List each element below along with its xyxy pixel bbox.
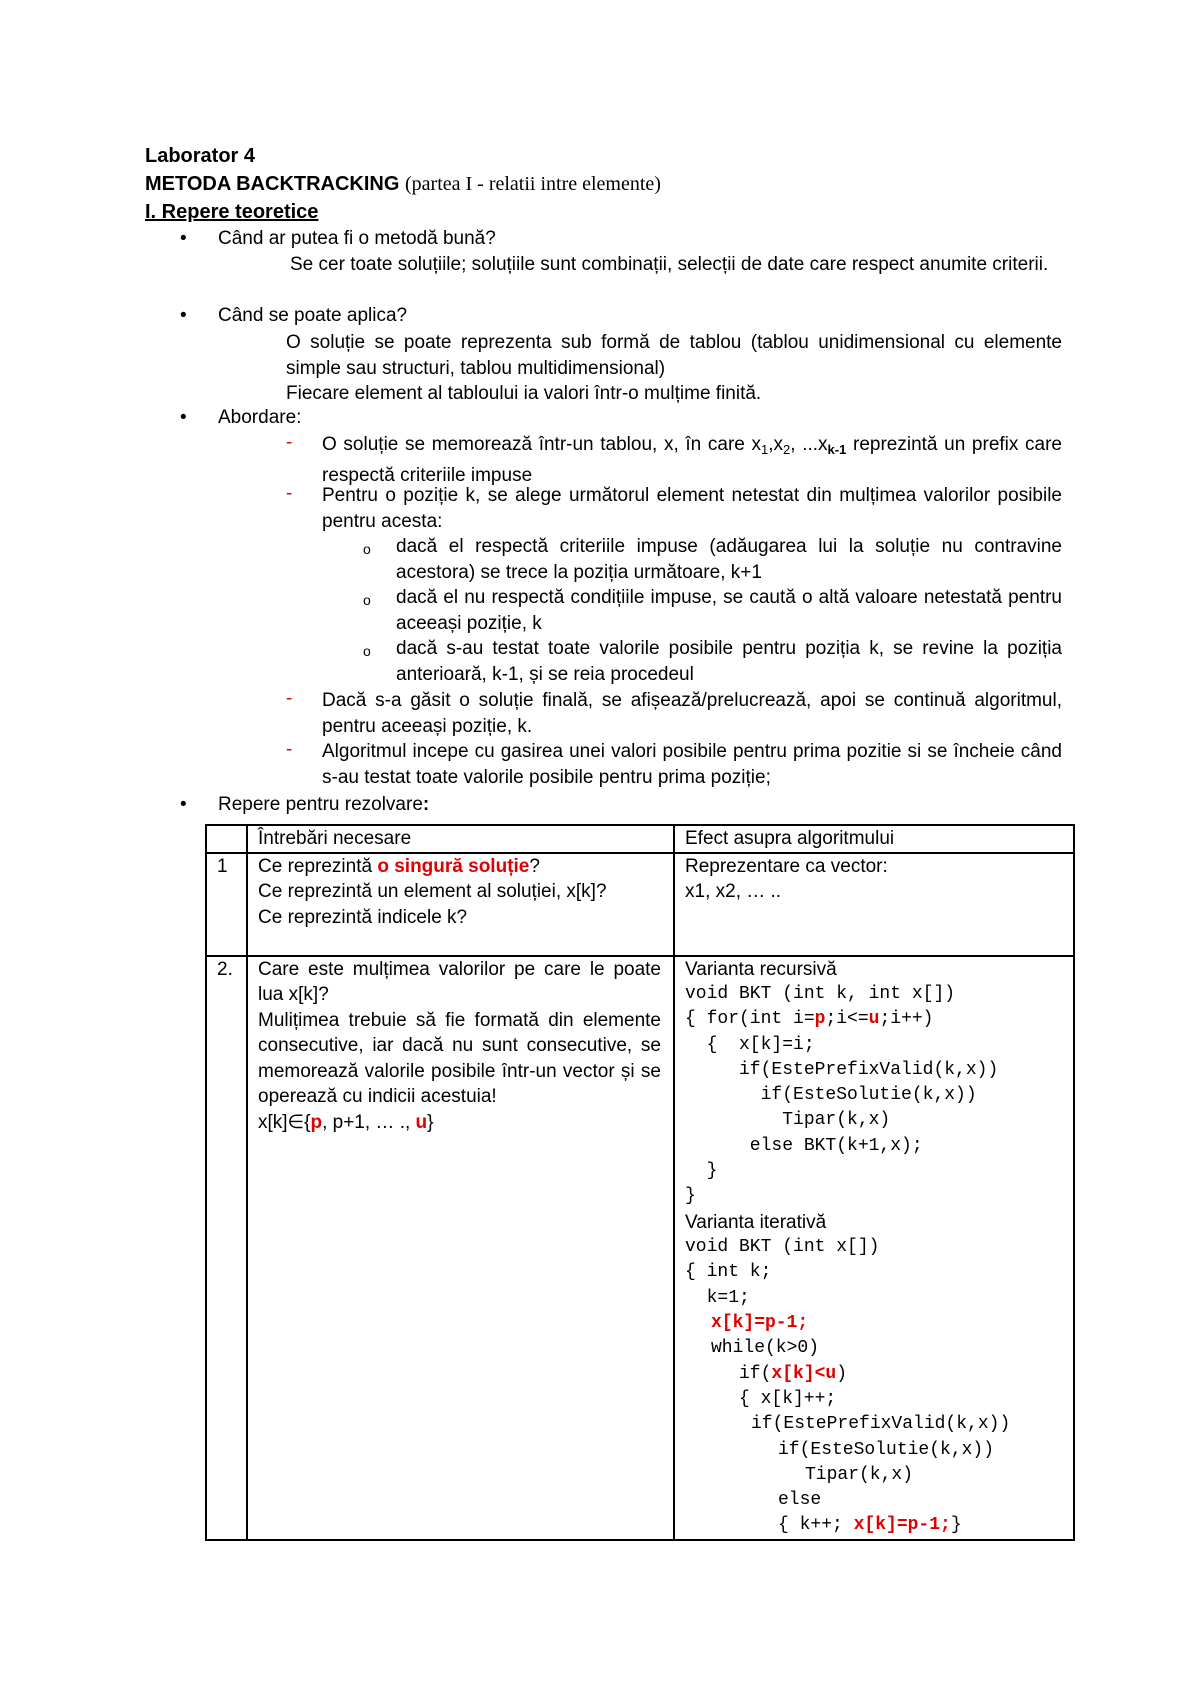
- code-line: { x[k]++;: [739, 1388, 837, 1409]
- bullet-body: Se cer toate soluțiile; soluțiile sunt combinații, selecții de date care respect anumite criterii.: [290, 254, 1049, 275]
- bullet-label: Când ar putea fi o metodă bună?: [218, 228, 496, 249]
- question-line: Mulițimea trebuie să fie formată din elemente consecutive, iar dacă nu sunt consecutive, se memorează valorile posibile într-un vector și se operează cu indicii acestuia!: [258, 1009, 661, 1107]
- code-text: if(: [739, 1363, 772, 1384]
- effect-line: Reprezentare ca vector:: [685, 855, 888, 877]
- approach-text: , ...x: [790, 434, 828, 455]
- set-upper-bound: u: [415, 1111, 428, 1133]
- code-text: { for(int i=: [685, 1009, 815, 1030]
- code-line: void BKT (int x[]): [685, 1237, 880, 1258]
- approach-text: reprezintă un prefix care respectă criteriile impuse: [322, 434, 1062, 486]
- dash-marker: -: [286, 688, 293, 709]
- code-text: ;i++): [879, 1009, 934, 1030]
- table-row: [206, 956, 1074, 1540]
- subscript: 2: [783, 442, 791, 457]
- table-row: [206, 853, 1074, 956]
- code-line: [685, 1007, 1073, 1032]
- bullet-dot: •: [180, 407, 187, 428]
- code-line: [685, 1513, 1073, 1538]
- code-line: { x[k]=i;: [685, 1034, 815, 1055]
- row-number: 1: [206, 853, 247, 956]
- code-text: { k++;: [778, 1515, 854, 1536]
- question-line: [258, 854, 661, 880]
- table-header-cell: Întrebări necesare: [247, 825, 674, 853]
- code-line: { int k;: [685, 1262, 772, 1283]
- code-line: [685, 1362, 1073, 1387]
- code-text: }: [950, 1515, 962, 1536]
- guidance-table: [205, 824, 1075, 1541]
- recursive-title: Varianta recursivă: [685, 958, 837, 980]
- code-highlight: x[k]<u: [771, 1363, 837, 1384]
- approach-item: [322, 432, 1062, 488]
- approach-text: O soluție se memorează într-un tablou, x, în care x: [322, 434, 762, 455]
- effect-cell: [674, 853, 1074, 956]
- code-line: Tipar(k,x): [805, 1464, 914, 1485]
- set-text: x[k]∈{: [258, 1111, 311, 1133]
- bullet-label: [218, 794, 429, 816]
- table-header-row: [206, 825, 1074, 853]
- bullet-label-text: Repere pentru rezolvare: [218, 794, 423, 815]
- approach-text: ,x: [768, 434, 784, 455]
- code-line: }: [685, 1186, 696, 1207]
- bullet-dot: •: [180, 228, 187, 249]
- bullet-label: Când se poate aplica?: [218, 305, 408, 326]
- question-cell: [247, 956, 674, 1540]
- question-text: Ce reprezintă: [258, 855, 378, 877]
- question-highlight: o singură soluție: [377, 855, 530, 877]
- question-line: Ce reprezintă un element al soluției, x[k]?: [258, 881, 607, 902]
- section-heading: I. Repere teoretice: [145, 201, 319, 223]
- set-text: }: [427, 1111, 434, 1133]
- iterative-title: Varianta iterativă: [685, 1211, 827, 1233]
- bullet-body: O soluție se poate reprezenta sub formă de tablou (tablou unidimensional cu elemente simple sau structuri, tablou multidimensional): [286, 332, 1062, 379]
- sub-item: dacă el respectă criteriile impuse (adăugarea lui la soluție nu contravine acestora) se trece la poziția următoare, k+1: [396, 536, 1062, 583]
- table-header-cell: [206, 825, 247, 853]
- sub-item: dacă el nu respectă condițiile impuse, se caută o altă valoare netestată pentru aceeași poziție, k: [396, 587, 1062, 634]
- bullet-body: Fiecare element al tabloului ia valori într-o mulțime finită.: [286, 383, 762, 404]
- code-text: ;i<=: [825, 1009, 869, 1030]
- code-line: else: [778, 1490, 822, 1511]
- approach-item: Algoritmul incepe cu gasirea unei valori posibile pentru prima pozitie si se încheie când s-au testat toate valorile posibile pentru prima poziție;: [322, 741, 1062, 788]
- approach-item: Pentru o poziție k, se alege următorul element netestat din mulțimea valorilor posibile pentru acesta:: [322, 485, 1062, 532]
- bullet-label-colon: :: [422, 794, 430, 815]
- circle-marker: o: [363, 643, 371, 659]
- lab-title: Laborator 4: [145, 145, 256, 167]
- set-text: , p+1, … .,: [322, 1111, 416, 1133]
- method-note: (partea I - relatii intre elemente): [405, 173, 661, 195]
- question-line: Care este mulțimea valorilor pe care le poate lua x[k]?: [258, 958, 661, 1005]
- code-line: if(EstePrefixValid(k,x)): [685, 1059, 999, 1080]
- bullet-dot: •: [180, 305, 187, 326]
- bullet-label: Abordare:: [218, 407, 302, 428]
- code-line: if(EsteSolutie(k,x)): [685, 1085, 977, 1106]
- code-highlight: x[k]=p-1;: [853, 1515, 951, 1536]
- effect-line: x1, x2, … ..: [685, 881, 782, 902]
- sub-item: dacă s-au testat toate valorile posibile pentru poziția k, se revine la poziția anterioară, k-1, și se reia procedeul: [396, 638, 1062, 685]
- code-line: }: [685, 1161, 718, 1182]
- question-line: Ce reprezintă indicele k?: [258, 906, 468, 928]
- code-highlight: p: [814, 1009, 826, 1030]
- method-name: METODA BACKTRACKING: [145, 173, 400, 195]
- code-line: if(EstePrefixValid(k,x)): [751, 1414, 1011, 1435]
- dash-marker: -: [286, 432, 293, 453]
- row-number: 2.: [206, 956, 247, 1540]
- value-set: [258, 1110, 661, 1136]
- approach-item: Dacă s-a găsit o soluție finală, se afișează/prelucrează, apoi se continuă algoritmul, pentru aceeași poziție, k.: [322, 690, 1062, 737]
- dash-marker: -: [286, 483, 293, 504]
- subscript: 1: [761, 442, 769, 457]
- question-cell: [247, 853, 674, 956]
- subscript: k-1: [827, 442, 847, 457]
- code-text: ): [836, 1363, 848, 1384]
- question-text: ?: [529, 855, 540, 877]
- code-line: else BKT(k+1,x);: [685, 1135, 923, 1156]
- bullet-dot: •: [180, 794, 187, 815]
- code-highlight: x[k]=p-1;: [711, 1313, 809, 1334]
- code-line: while(k>0): [711, 1338, 820, 1359]
- code-line: k=1;: [685, 1287, 750, 1308]
- dash-marker: -: [286, 739, 293, 760]
- table-header-cell: Efect asupra algoritmului: [674, 825, 1074, 853]
- code-line: Tipar(k,x): [685, 1110, 891, 1131]
- method-title: [145, 173, 661, 196]
- set-lower-bound: p: [310, 1111, 323, 1133]
- code-line: void BKT (int k, int x[]): [685, 984, 956, 1004]
- circle-marker: o: [363, 592, 371, 608]
- code-line: if(EsteSolutie(k,x)): [778, 1439, 995, 1460]
- effect-cell: [674, 956, 1074, 1540]
- code-line: [685, 1311, 1073, 1336]
- code-highlight: u: [868, 1009, 880, 1030]
- circle-marker: o: [363, 541, 371, 557]
